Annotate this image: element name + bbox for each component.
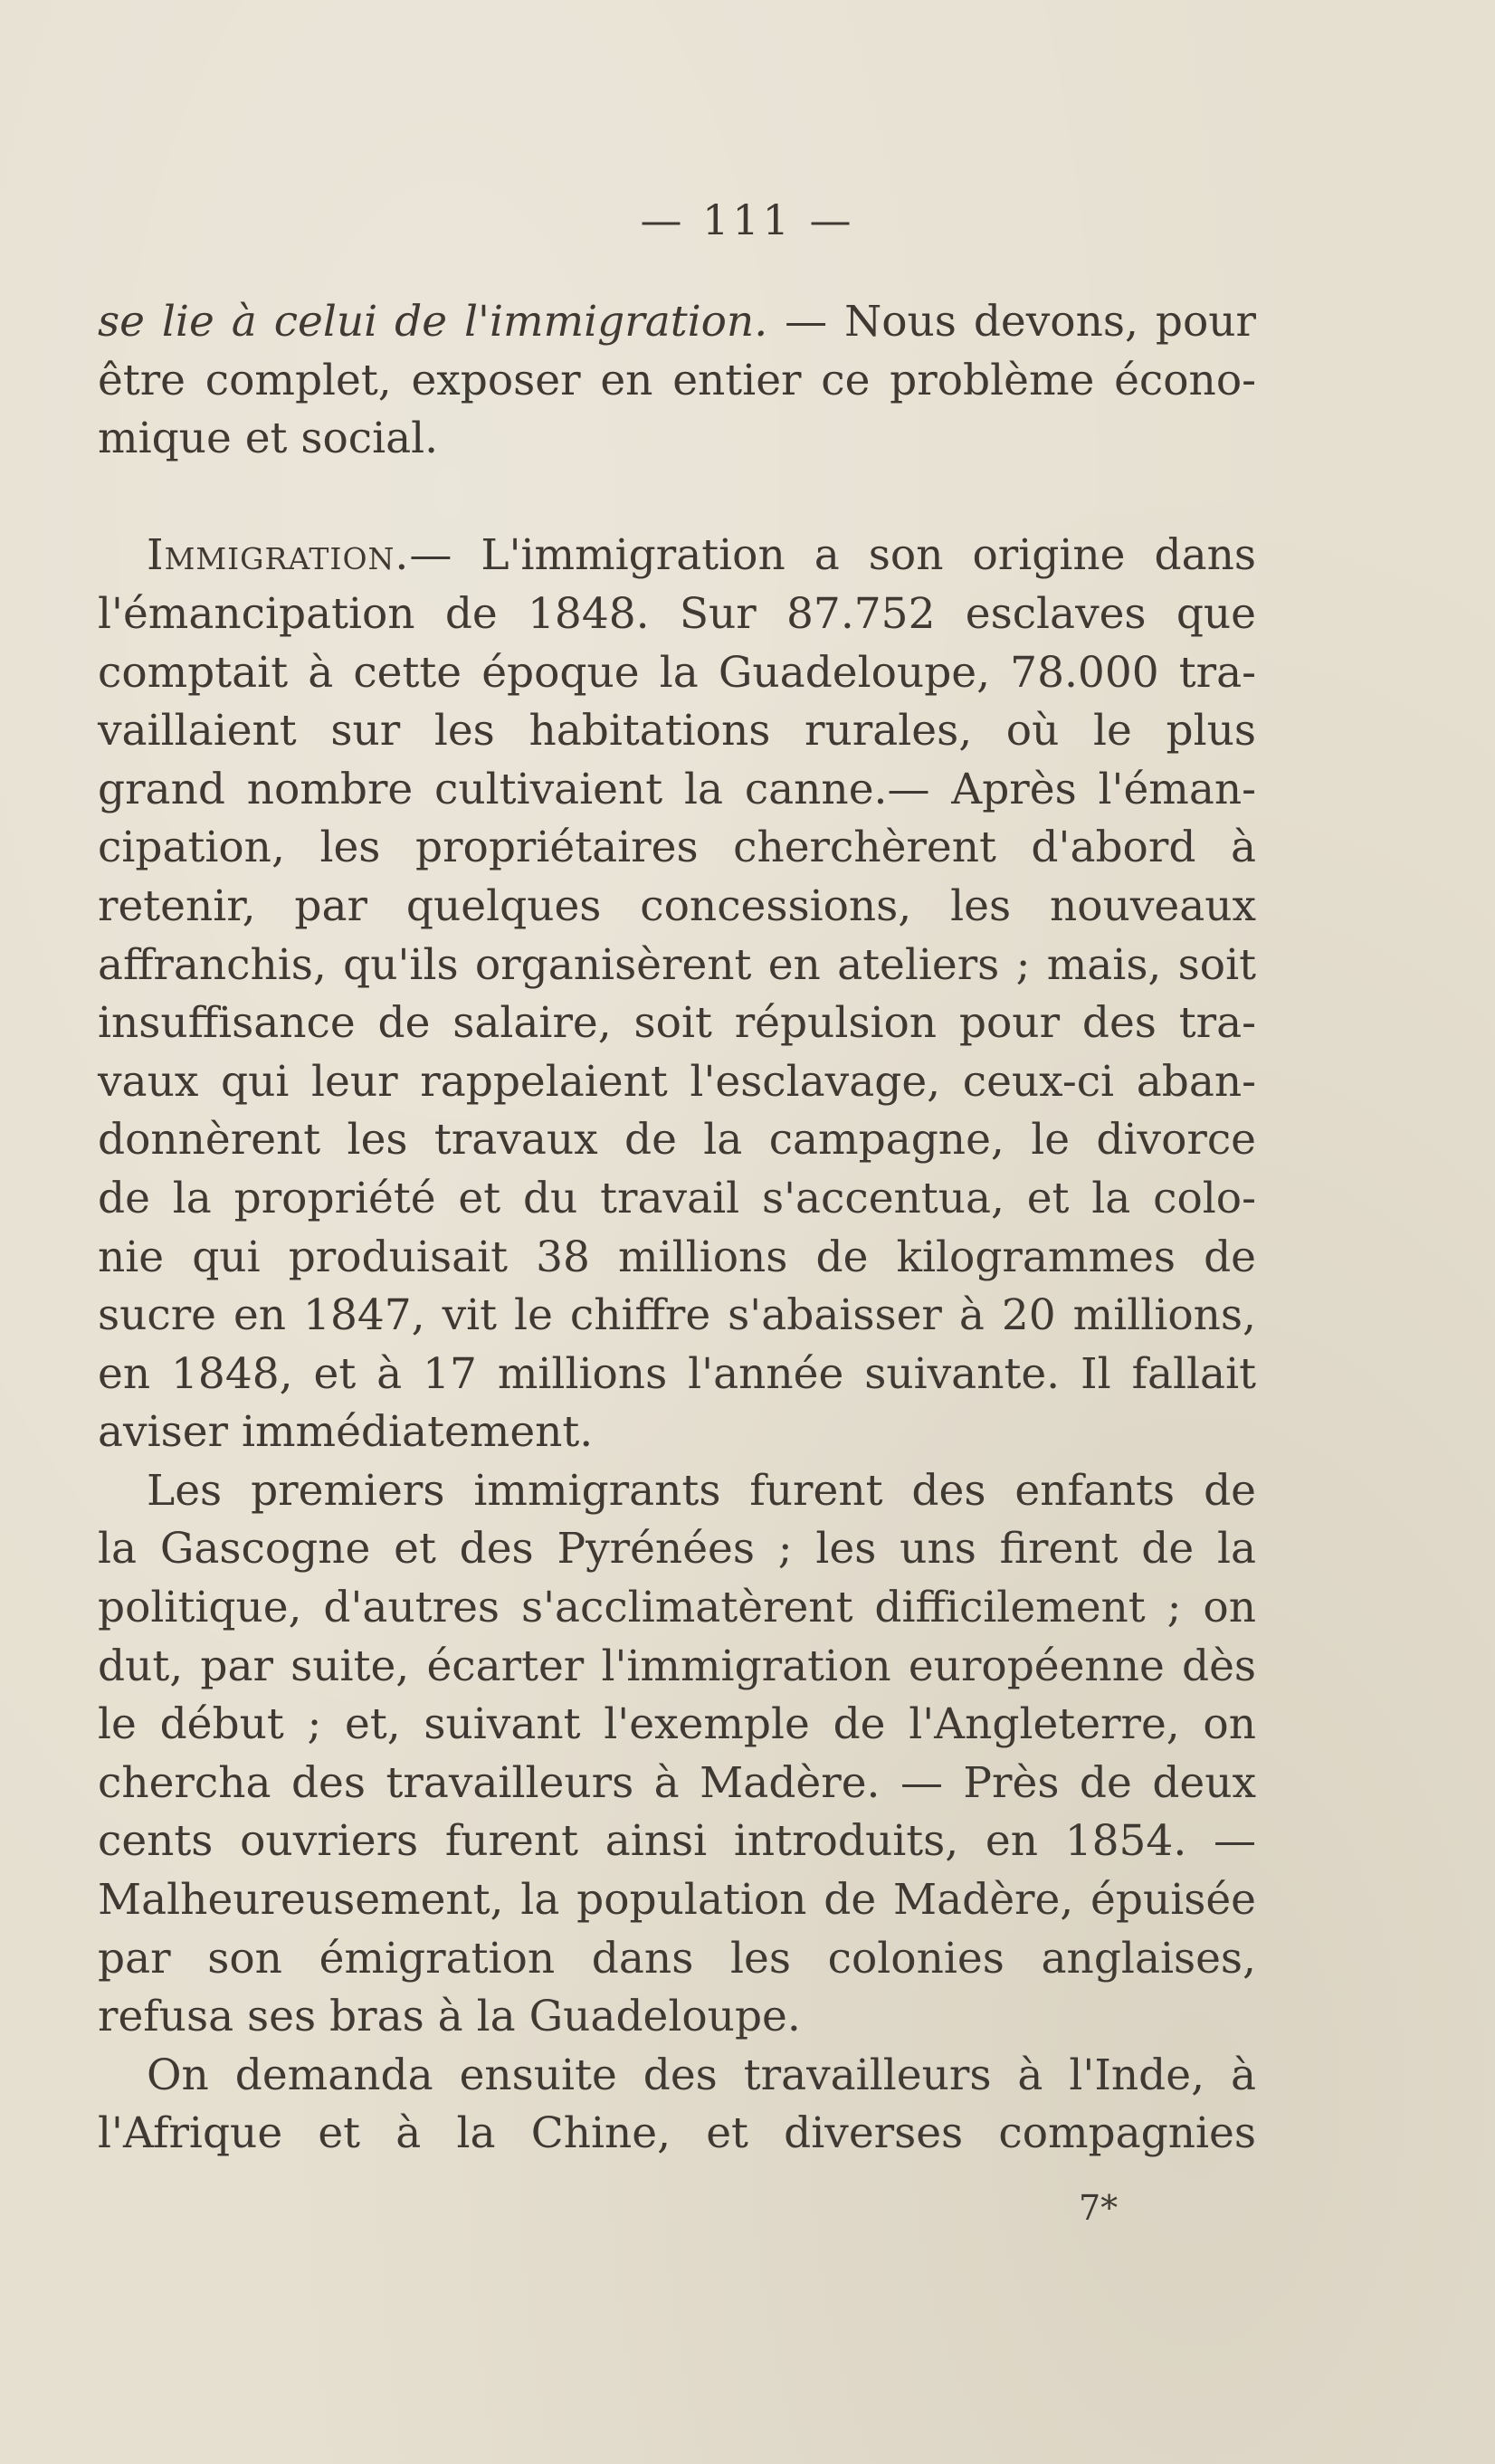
text-line bbox=[98, 1403, 1256, 1462]
text-line bbox=[98, 937, 1256, 995]
text-line bbox=[98, 1287, 1256, 1346]
line-text: insuffisance de salaire, soit répulsion pour des tra- bbox=[98, 998, 1256, 1049]
italic-phrase: se lie à celui de l'immigration. bbox=[98, 297, 768, 347]
line-text: comptait à cette époque la Guadeloupe, 78.000 tra- bbox=[98, 647, 1256, 698]
section-heading: Immigration. bbox=[147, 530, 410, 581]
line-text: dut, par suite, écarter l'immigration européenne dès bbox=[98, 1641, 1256, 1691]
line-text: refusa ses bras à la Guadeloupe. bbox=[98, 1992, 801, 2042]
text-line bbox=[98, 410, 1256, 469]
line-text: l'émancipation de 1848. Sur 87.752 esclaves que bbox=[98, 588, 1256, 639]
body-text bbox=[98, 293, 1256, 2164]
text-line bbox=[98, 994, 1256, 1053]
text-line bbox=[98, 2047, 1256, 2106]
line-text: On demanda ensuite des travailleurs à l'Inde, à bbox=[147, 2050, 1256, 2100]
line-text: donnèrent les travaux de la campagne, le divorce bbox=[98, 1115, 1256, 1165]
text-line bbox=[98, 352, 1256, 411]
text-line bbox=[98, 1229, 1256, 1288]
text-line bbox=[98, 1462, 1256, 1521]
line-text: chercha des travailleurs à Madère. — Près de deux bbox=[98, 1757, 1256, 1808]
text-line bbox=[98, 1111, 1256, 1170]
line-text: la Gascogne et des Pyrénées ; les uns firent de la bbox=[98, 1524, 1256, 1574]
line-text: politique, d'autres s'acclimatèrent difficilement ; on bbox=[98, 1583, 1256, 1633]
text-line bbox=[98, 1988, 1256, 2047]
text-line bbox=[98, 1871, 1256, 1930]
text-line bbox=[98, 1579, 1256, 1638]
line-text: sucre en 1847, vit le chiffre s'abaisser à 20 millions, bbox=[98, 1290, 1256, 1341]
text-line bbox=[98, 1812, 1256, 1871]
line-text: être complet, exposer en entier ce problème écono- bbox=[98, 355, 1256, 405]
line-text: nie qui produisait 38 millions de kilogrammes de bbox=[98, 1232, 1256, 1282]
line-text: vaux qui leur rappelaient l'esclavage, ceux-ci aban- bbox=[98, 1056, 1256, 1107]
line-text: cipation, les propriétaires cherchèrent d'abord à bbox=[98, 823, 1256, 873]
text-line bbox=[98, 1520, 1256, 1579]
text-line bbox=[98, 1346, 1256, 1404]
line-text: l'Afrique et à la Chine, et diverses compagnies bbox=[98, 2108, 1256, 2159]
line-text: — L'immigration a son origine dans bbox=[409, 530, 1256, 581]
text-line bbox=[98, 1638, 1256, 1697]
line-text: — Nous devons, pour bbox=[767, 297, 1256, 347]
text-line bbox=[98, 585, 1256, 644]
text-line bbox=[98, 527, 1256, 585]
text-line bbox=[98, 878, 1256, 937]
line-text: cents ouvriers furent ainsi introduits, en 1854. — bbox=[98, 1816, 1256, 1867]
text-line bbox=[98, 1755, 1256, 1813]
text-line bbox=[98, 293, 1256, 352]
line-text: Les premiers immigrants furent des enfants de bbox=[147, 1465, 1256, 1516]
page-number-header: — 111 — bbox=[640, 195, 855, 244]
signature-mark: 7* bbox=[1079, 2188, 1119, 2228]
text-line bbox=[98, 1170, 1256, 1229]
line-text: en 1848, et à 17 millions l'année suivante. Il fallait bbox=[98, 1348, 1256, 1399]
paragraph-gap bbox=[98, 469, 1256, 528]
line-text: affranchis, qu'ils organisèrent en ateliers ; mais, soit bbox=[98, 939, 1256, 990]
line-text: retenir, par quelques concessions, les nouveaux bbox=[98, 880, 1256, 931]
text-line bbox=[98, 1053, 1256, 1112]
line-text: vaillaient sur les habitations rurales, où le plus bbox=[98, 706, 1256, 756]
line-text: le début ; et, suivant l'exemple de l'Angleterre, on bbox=[98, 1699, 1256, 1750]
text-line bbox=[98, 2105, 1256, 2164]
text-line bbox=[98, 761, 1256, 820]
text-line bbox=[98, 1930, 1256, 1989]
line-text: mique et social. bbox=[98, 414, 439, 464]
text-line bbox=[98, 702, 1256, 761]
line-text: grand nombre cultivaient la canne.— Après l'éman- bbox=[98, 764, 1256, 814]
text-line bbox=[98, 1696, 1256, 1755]
line-text: de la propriété et du travail s'accentua, et la colo- bbox=[98, 1173, 1256, 1223]
line-text: aviser immédiatement. bbox=[98, 1407, 594, 1458]
text-line bbox=[98, 644, 1256, 703]
text-line bbox=[98, 819, 1256, 878]
line-text: Malheureusement, la population de Madère, épuisée bbox=[98, 1875, 1256, 1926]
line-text: par son émigration dans les colonies anglaises, bbox=[98, 1933, 1256, 1984]
